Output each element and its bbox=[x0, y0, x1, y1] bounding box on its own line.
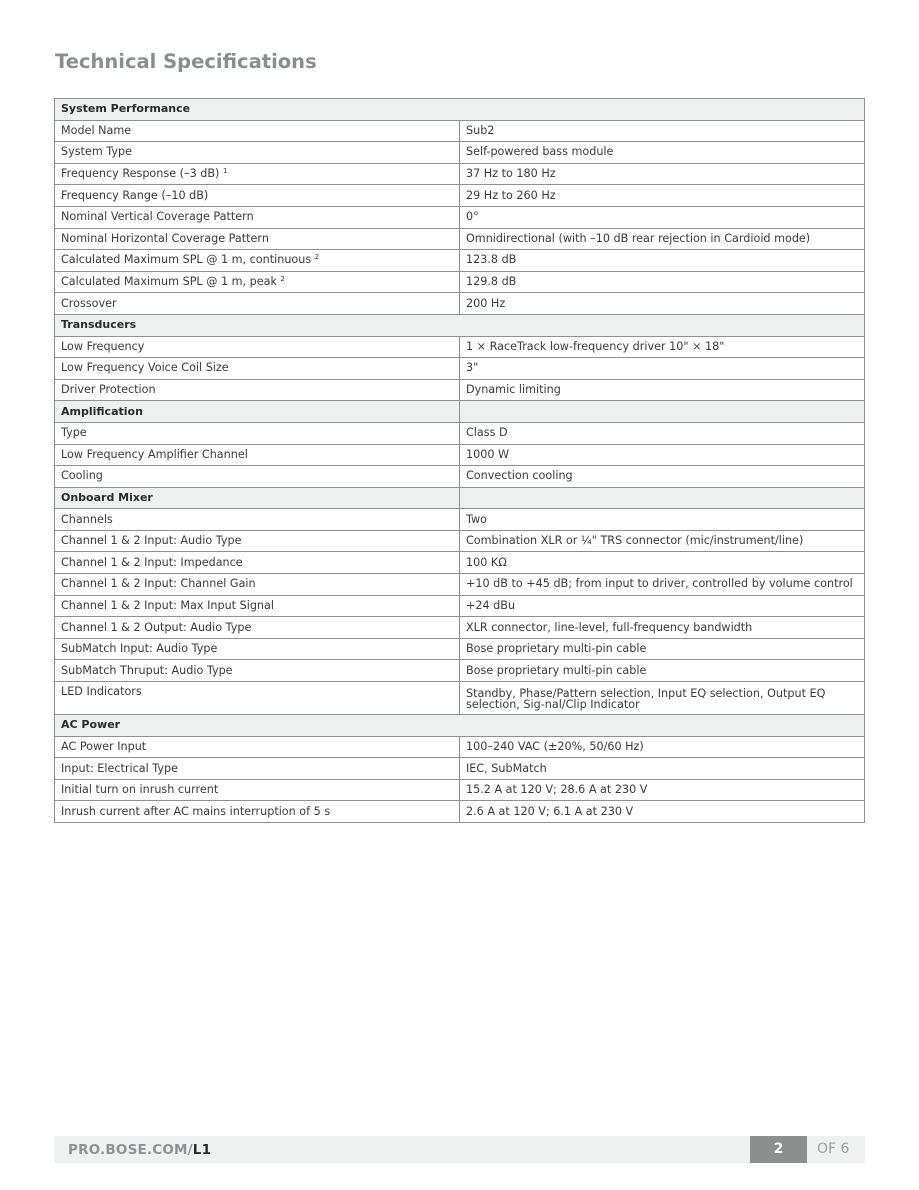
spec-label bbox=[55, 530, 460, 552]
spec-label bbox=[55, 617, 460, 639]
spec-label bbox=[55, 142, 460, 164]
spec-label bbox=[55, 271, 460, 293]
table-row bbox=[55, 379, 865, 401]
spec-label-text: Channels bbox=[61, 512, 113, 526]
spec-value: Omnidirectional (with –10 dB rear rejection in Cardioid mode) bbox=[460, 228, 865, 250]
spec-value: Combination XLR or ¼" TRS connector (mic/instrument/line) bbox=[460, 530, 865, 552]
table-row bbox=[55, 358, 865, 380]
spec-value: 123.8 dB bbox=[460, 250, 865, 272]
spec-label bbox=[55, 758, 460, 780]
spec-label bbox=[55, 595, 460, 617]
spec-label-text: Channel 1 & 2 Input: Max Input Signal bbox=[61, 598, 274, 612]
spec-label bbox=[55, 444, 460, 466]
spec-label-text: System Type bbox=[61, 145, 132, 159]
page-total: OF 6 bbox=[817, 1141, 850, 1157]
spec-label bbox=[55, 336, 460, 358]
section-header bbox=[55, 314, 865, 336]
table-row bbox=[55, 336, 865, 358]
spec-label-text: Nominal Horizontal Coverage Pattern bbox=[61, 231, 269, 245]
footnote-marker: 1 bbox=[222, 167, 228, 176]
footnote-marker: 2 bbox=[314, 253, 320, 262]
spec-label-text: Frequency Response (–3 dB) bbox=[61, 167, 220, 181]
spec-value: +24 dBu bbox=[460, 595, 865, 617]
section-header-empty-cell bbox=[460, 487, 865, 509]
spec-label-text: Channel 1 & 2 Input: Audio Type bbox=[61, 534, 242, 548]
table-row bbox=[55, 163, 865, 185]
table-row bbox=[55, 509, 865, 531]
spec-value: Standby, Phase/Pattern selection, Input EQ selection, Output EQ selection, Sig-nal/Clip Indicator bbox=[460, 682, 865, 715]
spec-label-text: Low Frequency Amplifier Channel bbox=[61, 447, 248, 461]
section-title: Amplification bbox=[55, 401, 460, 423]
spec-label bbox=[55, 185, 460, 207]
section-header-empty-cell bbox=[460, 401, 865, 423]
table-row bbox=[55, 293, 865, 315]
table-row bbox=[55, 142, 865, 164]
spec-label bbox=[55, 228, 460, 250]
section-header bbox=[55, 99, 865, 121]
table-row bbox=[55, 682, 865, 715]
spec-value: Class D bbox=[460, 422, 865, 444]
spec-label bbox=[55, 379, 460, 401]
spec-value: 15.2 A at 120 V; 28.6 A at 230 V bbox=[460, 779, 865, 801]
footer-url[interactable] bbox=[68, 1142, 211, 1158]
spec-label-text: Low Frequency Voice Coil Size bbox=[61, 361, 229, 375]
spec-label-text: AC Power Input bbox=[61, 739, 147, 753]
spec-label bbox=[55, 801, 460, 823]
spec-value: Sub2 bbox=[460, 120, 865, 142]
spec-label bbox=[55, 779, 460, 801]
spec-label-text: Cooling bbox=[61, 469, 103, 483]
spec-label bbox=[55, 682, 460, 715]
spec-label-text: Inrush current after AC mains interruption of 5 s bbox=[61, 804, 331, 818]
table-row bbox=[55, 530, 865, 552]
page-title: Technical Specifications bbox=[55, 50, 317, 73]
spec-value: +10 dB to +45 dB; from input to driver, controlled by volume control bbox=[460, 574, 865, 596]
spec-value: 29 Hz to 260 Hz bbox=[460, 185, 865, 207]
spec-label bbox=[55, 638, 460, 660]
spec-label bbox=[55, 552, 460, 574]
table-row bbox=[55, 595, 865, 617]
table-row bbox=[55, 552, 865, 574]
spec-value: 2.6 A at 120 V; 6.1 A at 230 V bbox=[460, 801, 865, 823]
table-row bbox=[55, 185, 865, 207]
spec-label-text: Frequency Range (–10 dB) bbox=[61, 188, 209, 202]
spec-label-text: SubMatch Input: Audio Type bbox=[61, 642, 218, 656]
table-row bbox=[55, 206, 865, 228]
spec-label-text: Driver Protection bbox=[61, 383, 156, 397]
spec-label-text: Calculated Maximum SPL @ 1 m, continuous bbox=[61, 253, 312, 267]
spec-value: 0° bbox=[460, 206, 865, 228]
spec-label bbox=[55, 422, 460, 444]
spec-label-text: Calculated Maximum SPL @ 1 m, peak bbox=[61, 275, 277, 289]
section-header bbox=[55, 715, 865, 737]
section-header bbox=[55, 401, 865, 423]
spec-label bbox=[55, 163, 460, 185]
spec-label-text: Input: Electrical Type bbox=[61, 761, 178, 775]
spec-value: 129.8 dB bbox=[460, 271, 865, 293]
spec-label-text: Initial turn on inrush current bbox=[61, 783, 219, 797]
footer-url-prefix: PRO.BOSE.COM/ bbox=[68, 1142, 193, 1158]
spec-value: Bose proprietary multi-pin cable bbox=[460, 638, 865, 660]
table-row bbox=[55, 758, 865, 780]
spec-value: 100–240 VAC (±20%, 50/60 Hz) bbox=[460, 736, 865, 758]
section-title: Onboard Mixer bbox=[55, 487, 460, 509]
table-row bbox=[55, 617, 865, 639]
spec-label-text: Channel 1 & 2 Output: Audio Type bbox=[61, 620, 252, 634]
spec-value: 1 × RaceTrack low-frequency driver 10" × 18" bbox=[460, 336, 865, 358]
table-row bbox=[55, 250, 865, 272]
spec-value: 37 Hz to 180 Hz bbox=[460, 163, 865, 185]
spec-value: 3" bbox=[460, 358, 865, 380]
spec-value: Self-powered bass module bbox=[460, 142, 865, 164]
spec-label bbox=[55, 736, 460, 758]
spec-label bbox=[55, 509, 460, 531]
spec-value: XLR connector, line-level, full-frequency bandwidth bbox=[460, 617, 865, 639]
spec-value: Convection cooling bbox=[460, 466, 865, 488]
spec-value: 1000 W bbox=[460, 444, 865, 466]
footer-url-suffix: L1 bbox=[192, 1142, 212, 1158]
footer-bar bbox=[54, 1136, 865, 1163]
spec-label-text: Low Frequency bbox=[61, 339, 145, 353]
spec-label-text: Model Name bbox=[61, 123, 132, 137]
spec-label-text: Channel 1 & 2 Input: Channel Gain bbox=[61, 577, 256, 591]
table-row bbox=[55, 736, 865, 758]
spec-label bbox=[55, 574, 460, 596]
spec-label bbox=[55, 120, 460, 142]
spec-label bbox=[55, 293, 460, 315]
footnote-marker: 2 bbox=[280, 275, 286, 284]
table-row bbox=[55, 444, 865, 466]
table-row bbox=[55, 228, 865, 250]
spec-label bbox=[55, 206, 460, 228]
spec-value: IEC, SubMatch bbox=[460, 758, 865, 780]
table-row bbox=[55, 660, 865, 682]
section-header bbox=[55, 487, 865, 509]
section-title: System Performance bbox=[55, 99, 865, 121]
section-title: Transducers bbox=[55, 314, 865, 336]
spec-label-text: Crossover bbox=[61, 296, 117, 310]
table-row bbox=[55, 574, 865, 596]
spec-value: 100 KΩ bbox=[460, 552, 865, 574]
spec-label bbox=[55, 466, 460, 488]
spec-label bbox=[55, 250, 460, 272]
spec-value: 200 Hz bbox=[460, 293, 865, 315]
spec-label-text: SubMatch Thruput: Audio Type bbox=[61, 663, 233, 677]
table-row bbox=[55, 801, 865, 823]
spec-label bbox=[55, 660, 460, 682]
spec-label-text: LED Indicators bbox=[61, 685, 142, 699]
spec-label bbox=[55, 358, 460, 380]
spec-label-text: Type bbox=[61, 426, 87, 440]
table-row bbox=[55, 120, 865, 142]
spec-label-text: Channel 1 & 2 Input: Impedance bbox=[61, 555, 243, 569]
spec-table bbox=[54, 98, 865, 823]
section-title: AC Power bbox=[55, 715, 865, 737]
table-row bbox=[55, 271, 865, 293]
table-row bbox=[55, 422, 865, 444]
page-number: 2 bbox=[750, 1136, 807, 1163]
spec-label-text: Nominal Vertical Coverage Pattern bbox=[61, 210, 254, 224]
table-row bbox=[55, 779, 865, 801]
spec-value: Bose proprietary multi-pin cable bbox=[460, 660, 865, 682]
table-row bbox=[55, 638, 865, 660]
spec-value: Dynamic limiting bbox=[460, 379, 865, 401]
spec-value: Two bbox=[460, 509, 865, 531]
table-row bbox=[55, 466, 865, 488]
